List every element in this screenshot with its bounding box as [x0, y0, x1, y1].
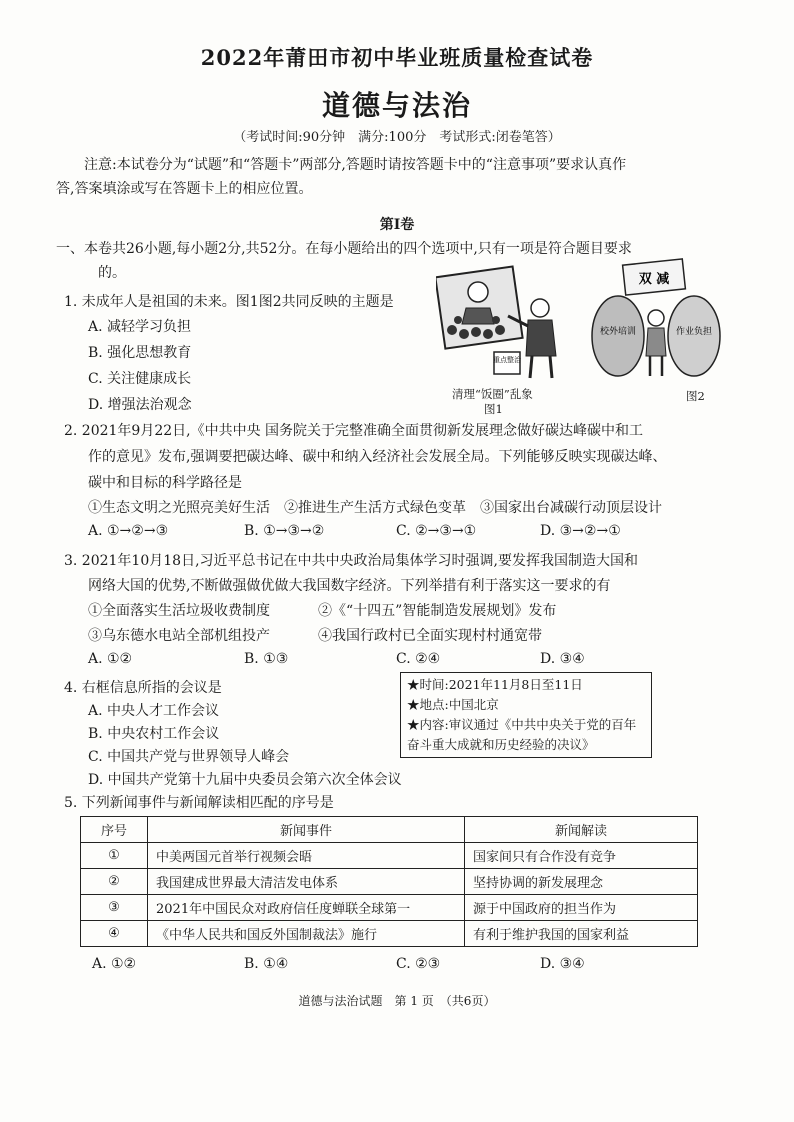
row-number: ④ — [81, 921, 148, 947]
q3-item-3: ③乌东德水电站全部机组投产 — [88, 628, 270, 644]
row-number: ② — [81, 869, 148, 895]
header-number: 序号 — [81, 817, 148, 843]
q2-option-a: A. ①→②→③ — [88, 523, 169, 539]
q2-line-2: 作的意见》发布,强调要把碳达峰、碳中和纳入经济社会发展全局。下列能够反映实现碳达峰、 — [88, 449, 667, 465]
info-box-place: ★地点:中国北京 — [407, 697, 499, 712]
row-event: 中美两国元首举行视频会晤 — [148, 843, 465, 869]
info-box-content: ★内容:审议通过《中共中央关于党的百年 — [407, 717, 637, 732]
q2-option-d: D. ③→②→① — [540, 523, 621, 539]
row-interpretation: 国家间只有合作没有竞争 — [465, 843, 698, 869]
q2-line-1: 2. 2021年9月22日,《中共中央 国务院关于完整准确全面贯彻新发展理念做好碳达峰碳中和工 — [64, 423, 644, 439]
q2-option-b: B. ①→③→② — [244, 523, 325, 539]
fig1-sign: 重点整治 — [493, 356, 521, 364]
figure-1-caption: 清理“饭圈”乱象 — [452, 387, 533, 401]
fig2-banner: 双 减 — [638, 272, 670, 287]
q1-option-a: A. 减轻学习负担 — [88, 319, 192, 335]
row-event: 《中华人民共和国反外国制裁法》施行 — [148, 921, 465, 947]
row-number: ③ — [81, 895, 148, 921]
exam-info: （考试时间:90分钟 满分:100分 考试形式:闭卷笔答） — [233, 130, 561, 145]
header-event: 新闻事件 — [148, 817, 465, 843]
q3-line-2: 网络大国的优势,不断做强做优做大我国数字经济。下列举措有利于落实这一要求的有 — [88, 578, 611, 594]
section-title: 第Ⅰ卷 — [379, 217, 415, 233]
notice-line-2: 答,答案填涂或写在答题卡上的相应位置。 — [56, 181, 313, 197]
q1-option-c: C. 关注健康成长 — [88, 371, 192, 387]
figure-1-cartoon — [436, 264, 568, 384]
q5-option-d: D. ③④ — [540, 956, 585, 972]
q5-option-a: A. ①② — [92, 956, 137, 972]
table-row — [81, 843, 698, 869]
part1-instruction-2: 的。 — [98, 265, 126, 281]
q5-option-c: C. ②③ — [396, 956, 441, 972]
row-interpretation: 坚持协调的新发展理念 — [465, 869, 698, 895]
table-header-row — [81, 817, 698, 843]
q1-option-d: D. 增强法治观念 — [88, 397, 192, 413]
q1-stem: 1. 未成年人是祖国的未来。图1图2共同反映的主题是 — [64, 294, 394, 310]
q3-item-4: ④我国行政村已全面实现村村通宽带 — [318, 628, 542, 644]
q5-option-b: B. ①④ — [244, 956, 289, 972]
notice-line-1: 注意:本试卷分为“试题”和“答题卡”两部分,答题时请按答题卡中的“注意事项”要求认真作 — [84, 157, 627, 173]
q5-stem: 5. 下列新闻事件与新闻解读相匹配的序号是 — [64, 795, 334, 811]
q4-option-c: C. 中国共产党与世界领导人峰会 — [88, 749, 290, 765]
header-interpretation: 新闻解读 — [465, 817, 698, 843]
q2-option-c: C. ②→③→① — [396, 523, 477, 539]
q4-stem: 4. 右框信息所指的会议是 — [64, 680, 222, 696]
q3-item-2: ②《“十四五”智能制造发展规划》发布 — [318, 603, 557, 619]
q3-line-1: 3. 2021年10月18日,习近平总书记在中共中央政治局集体学习时强调,要发挥我国制造大国和 — [64, 553, 638, 569]
page-footer: 道德与法治试题 第 1 页 （共6页） — [298, 994, 496, 1008]
info-box-content-cont: 奋斗重大成就和历史经验的决议》 — [407, 737, 595, 752]
row-interpretation: 有利于维护我国的国家利益 — [465, 921, 698, 947]
figure-2-cartoon — [590, 256, 722, 384]
exam-title: 2022年莆田市初中毕业班质量检查试卷 — [200, 45, 594, 70]
row-event: 我国建成世界最大清洁发电体系 — [148, 869, 465, 895]
subject-title: 道德与法治 — [321, 89, 472, 122]
figure-2-label: 图2 — [686, 389, 705, 403]
fig2-right-label: 作业负担 — [675, 327, 713, 337]
q4-option-a: A. 中央人才工作会议 — [88, 703, 220, 719]
fig2-left-label: 校外培训 — [599, 327, 637, 337]
row-number: ① — [81, 843, 148, 869]
row-event: 2021年中国民众对政府信任度蝉联全球第一 — [148, 895, 465, 921]
row-interpretation: 源于中国政府的担当作为 — [465, 895, 698, 921]
q4-option-b: B. 中央农村工作会议 — [88, 726, 220, 742]
q3-item-1: ①全面落实生活垃圾收费制度 — [88, 603, 270, 619]
q4-option-d: D. 中国共产党第十九届中央委员会第六次全体会议 — [88, 772, 402, 788]
info-box-time: ★时间:2021年11月8日至11日 — [407, 677, 583, 692]
q1-option-b: B. 强化思想教育 — [88, 345, 192, 361]
q3-option-b: B. ①③ — [244, 651, 289, 667]
q2-line-3: 碳中和目标的科学路径是 — [88, 475, 242, 491]
figure-1-label: 图1 — [484, 402, 503, 416]
table-row — [81, 921, 698, 947]
part1-instruction-1: 一、本卷共26小题,每小题2分,共52分。在每小题给出的四个选项中,只有一项是符合题目要求 — [56, 241, 632, 257]
q4-info-box — [400, 672, 652, 758]
news-table — [80, 816, 698, 947]
q2-items: ①生态文明之光照亮美好生活 ②推进生产生活方式绿色变革 ③国家出台减碳行动顶层设计 — [88, 500, 662, 516]
q3-option-a: A. ①② — [88, 651, 133, 667]
table-row — [81, 895, 698, 921]
q3-option-d: D. ③④ — [540, 651, 585, 667]
table-row — [81, 869, 698, 895]
q3-option-c: C. ②④ — [396, 651, 441, 667]
